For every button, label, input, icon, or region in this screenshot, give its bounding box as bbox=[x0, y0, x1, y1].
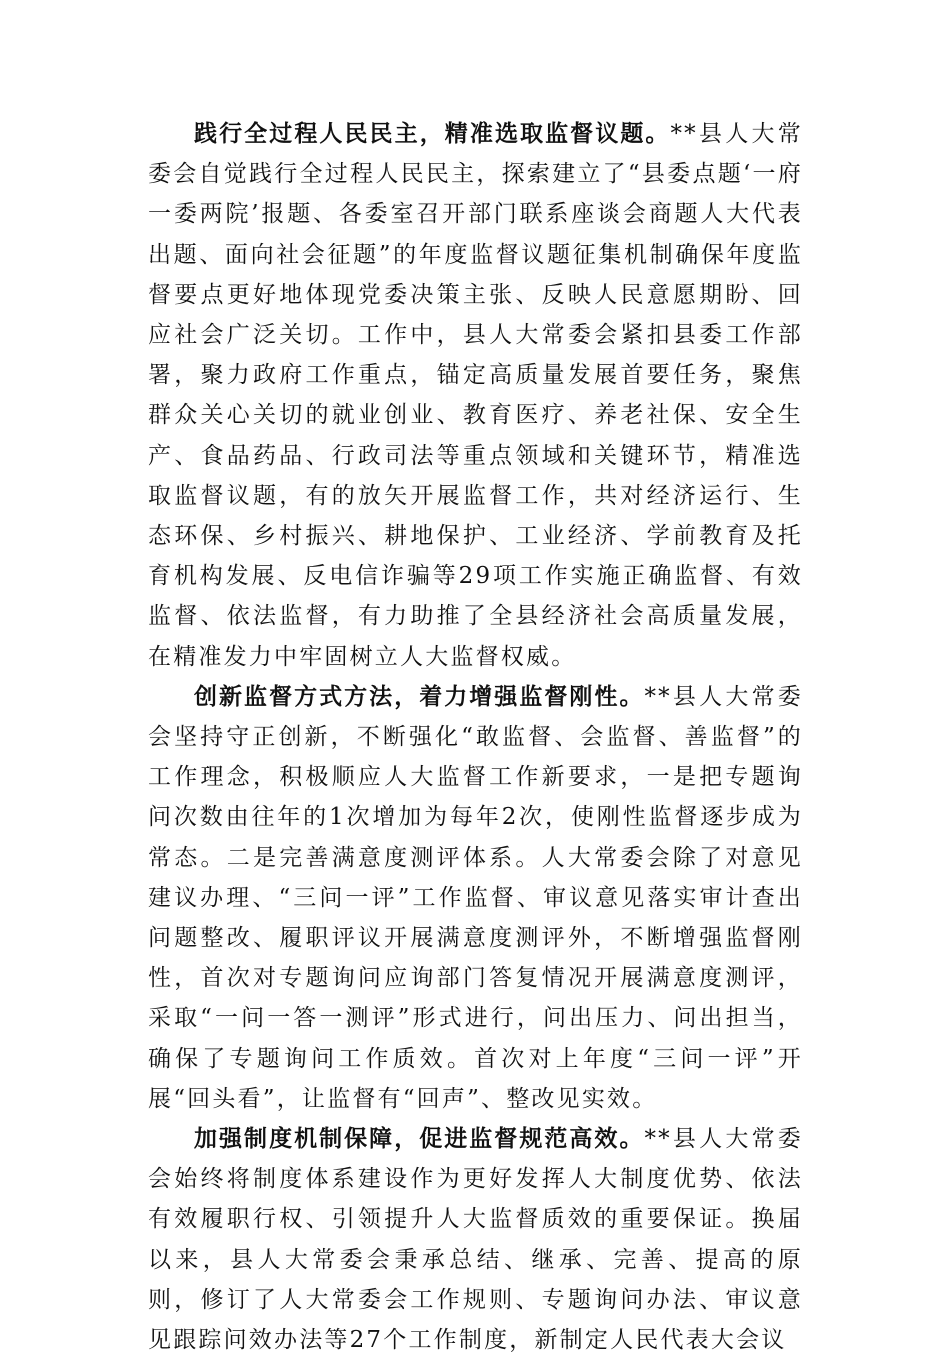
paragraph-heading: 践行全过程人民民主，精准选取监督议题。 bbox=[194, 121, 671, 147]
paragraph-institutional-guarantee bbox=[148, 1119, 803, 1360]
paragraph-supervision-topics bbox=[148, 114, 803, 677]
paragraph-text: **县人大常委会坚持守正创新，不断强化“敢监督、会监督、善监督”的工作理念，积极顺应人大监督工作新要求，一是把专题询问次数由往年的1次增加为每年2次，使刚性监督逐步成为常态。二是完善满意度测评体系。人大常委会除了对意见建议办理、“三问一评”工作监督、审议意见落实审计查出问题整改、履职评议开展满意度测评外，不断增强监督刚性，首次对专题询问应询部门答复情况开展满意度测评，采取“一问一答一测评”形式进行，问出压力、问出担当，确保了专题询问工作质效。首次对上年度“三问一评”开展“回头看”，让监督有“回声”、整改见实效。 bbox=[148, 683, 803, 1112]
paragraph-supervision-methods bbox=[148, 677, 803, 1119]
document-body bbox=[148, 114, 803, 1360]
paragraph-heading: 加强制度机制保障，促进监督规范高效。 bbox=[194, 1126, 645, 1153]
paragraph-text: **县人大常委会始终将制度体系建设作为更好发挥人大制度优势、依法有效履职行权、引领提升人大监督质效的重要保证。换届以来，县人大常委会秉承总结、继承、完善、提高的原则，修订了人大常委会工作规则、专题询问办法、审议意见跟踪问效办法等27个工作制度，新制定人民代表大会议 bbox=[148, 1126, 803, 1354]
paragraph-text: **县人大常委会自觉践行全过程人民民主，探索建立了“县委点题‘一府一委两院’报题、各委室召开部门联系座谈会商题人大代表出题、面向社会征题”的年度监督议题征集机制确保年度监督要点更好地体现党委决策主张、反映人民意愿期盼、回应社会广泛关切。工作中，县人大常委会紧扣县委工作部署，聚力政府工作重点，锚定高质量发展首要任务，聚焦群众关心关切的就业创业、教育医疗、养老社保、安全生产、食品药品、行政司法等重点领域和关键环节，精准选取监督议题，有的放矢开展监督工作，共对经济运行、生态环保、乡村振兴、耕地保护、工业经济、学前教育及托育机构发展、反电信诈骗等29项工作实施正确监督、有效监督、依法监督，有力助推了全县经济社会高质量发展，在精准发力中牢固树立人大监督权威。 bbox=[148, 121, 803, 670]
paragraph-heading: 创新监督方式方法，着力增强监督刚性。 bbox=[194, 683, 645, 710]
